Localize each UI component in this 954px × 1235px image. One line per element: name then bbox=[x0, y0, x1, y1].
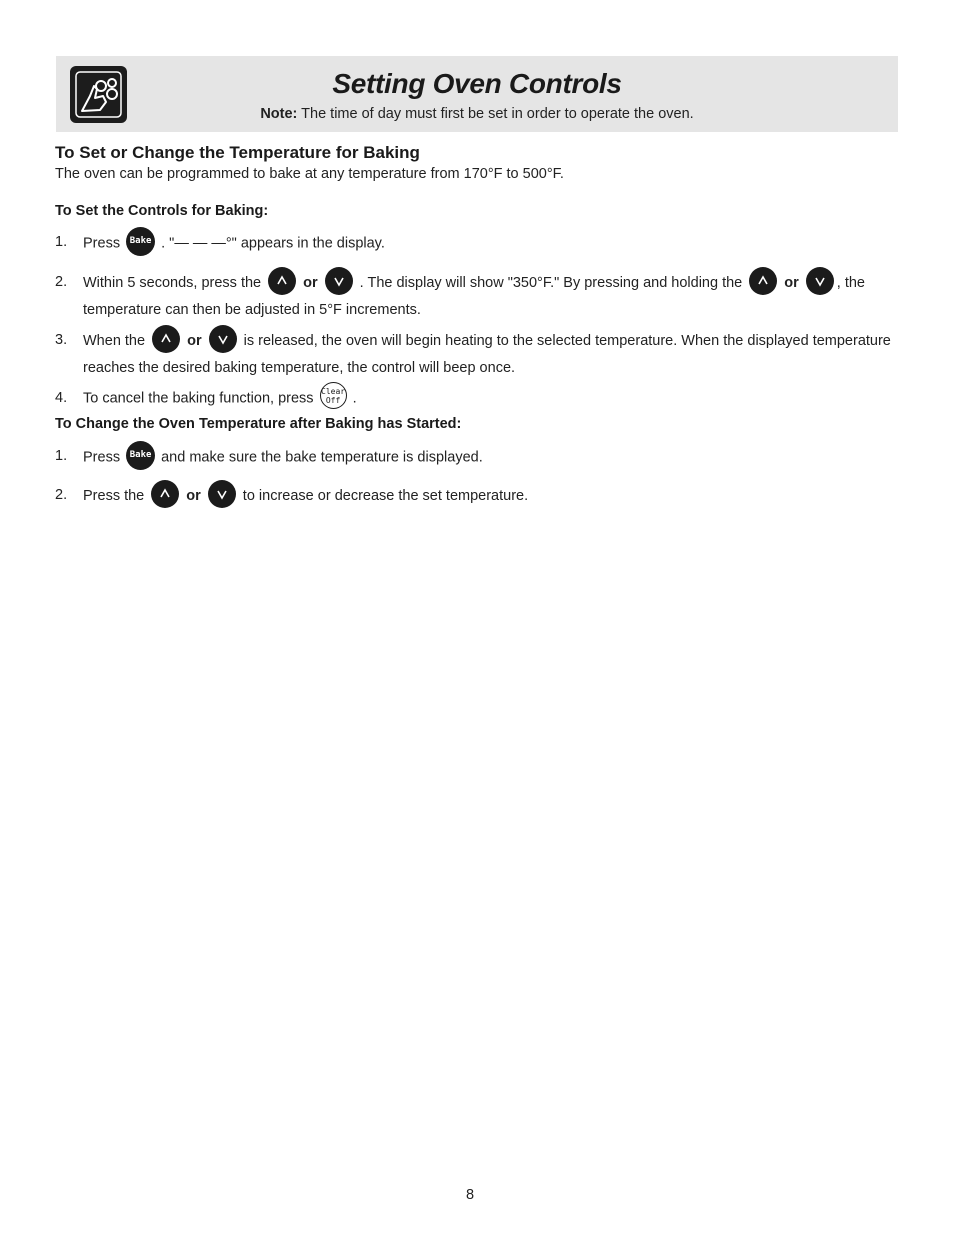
clear-off-button-icon: Clear Off bbox=[320, 382, 347, 409]
step-number: 2. bbox=[55, 487, 68, 503]
header-note bbox=[56, 106, 898, 122]
change-temp-heading: To Change the Oven Temperature after Baking has Started: bbox=[55, 416, 462, 432]
down-arrow-icon bbox=[209, 325, 237, 353]
page-number: 8 bbox=[465, 1187, 475, 1203]
up-arrow-icon bbox=[268, 267, 296, 295]
step-number: 2. bbox=[55, 274, 68, 290]
down-arrow-icon bbox=[806, 267, 834, 295]
section-heading: To Set or Change the Temperature for Baking bbox=[55, 143, 420, 162]
step-text: Press the or to increase or decrease the set temperature. bbox=[83, 482, 895, 510]
section-intro: The oven can be programmed to bake at any temperature from 170°F to 500°F. bbox=[55, 166, 564, 182]
set-controls-heading: To Set the Controls for Baking: bbox=[55, 203, 269, 219]
down-arrow-icon bbox=[208, 480, 236, 508]
step-text: When the or is released, the oven will begin heating to the selected temperature. When the displayed temperature reaches the desired baking temperature, the control will beep once. bbox=[83, 327, 895, 381]
step-number: 1. bbox=[55, 234, 68, 250]
step-number: 3. bbox=[55, 332, 68, 348]
bake-button-icon: Bake bbox=[126, 441, 155, 470]
step-text: Press Bake and make sure the bake temperature is displayed. bbox=[83, 443, 895, 472]
step-text: To cancel the baking function, press Clear Off . bbox=[83, 385, 895, 412]
up-arrow-icon bbox=[749, 267, 777, 295]
note-label: Note: bbox=[260, 106, 298, 122]
note-text: The time of day must first be set in order to operate the oven. bbox=[297, 106, 694, 122]
header-banner bbox=[56, 56, 898, 132]
step-number: 4. bbox=[55, 390, 68, 406]
down-arrow-icon bbox=[325, 267, 353, 295]
step-text: Within 5 seconds, press the or . The display will show "350°F." By pressing and holding the or , the temperature can then be adjusted in 5°F increments. bbox=[83, 269, 895, 323]
up-arrow-icon bbox=[152, 325, 180, 353]
step-text: Press Bake . "— — —°" appears in the display. bbox=[83, 229, 895, 258]
up-arrow-icon bbox=[151, 480, 179, 508]
page-title: Setting Oven Controls bbox=[332, 68, 622, 99]
step-number: 1. bbox=[55, 448, 68, 464]
bake-button-icon: Bake bbox=[126, 227, 155, 256]
